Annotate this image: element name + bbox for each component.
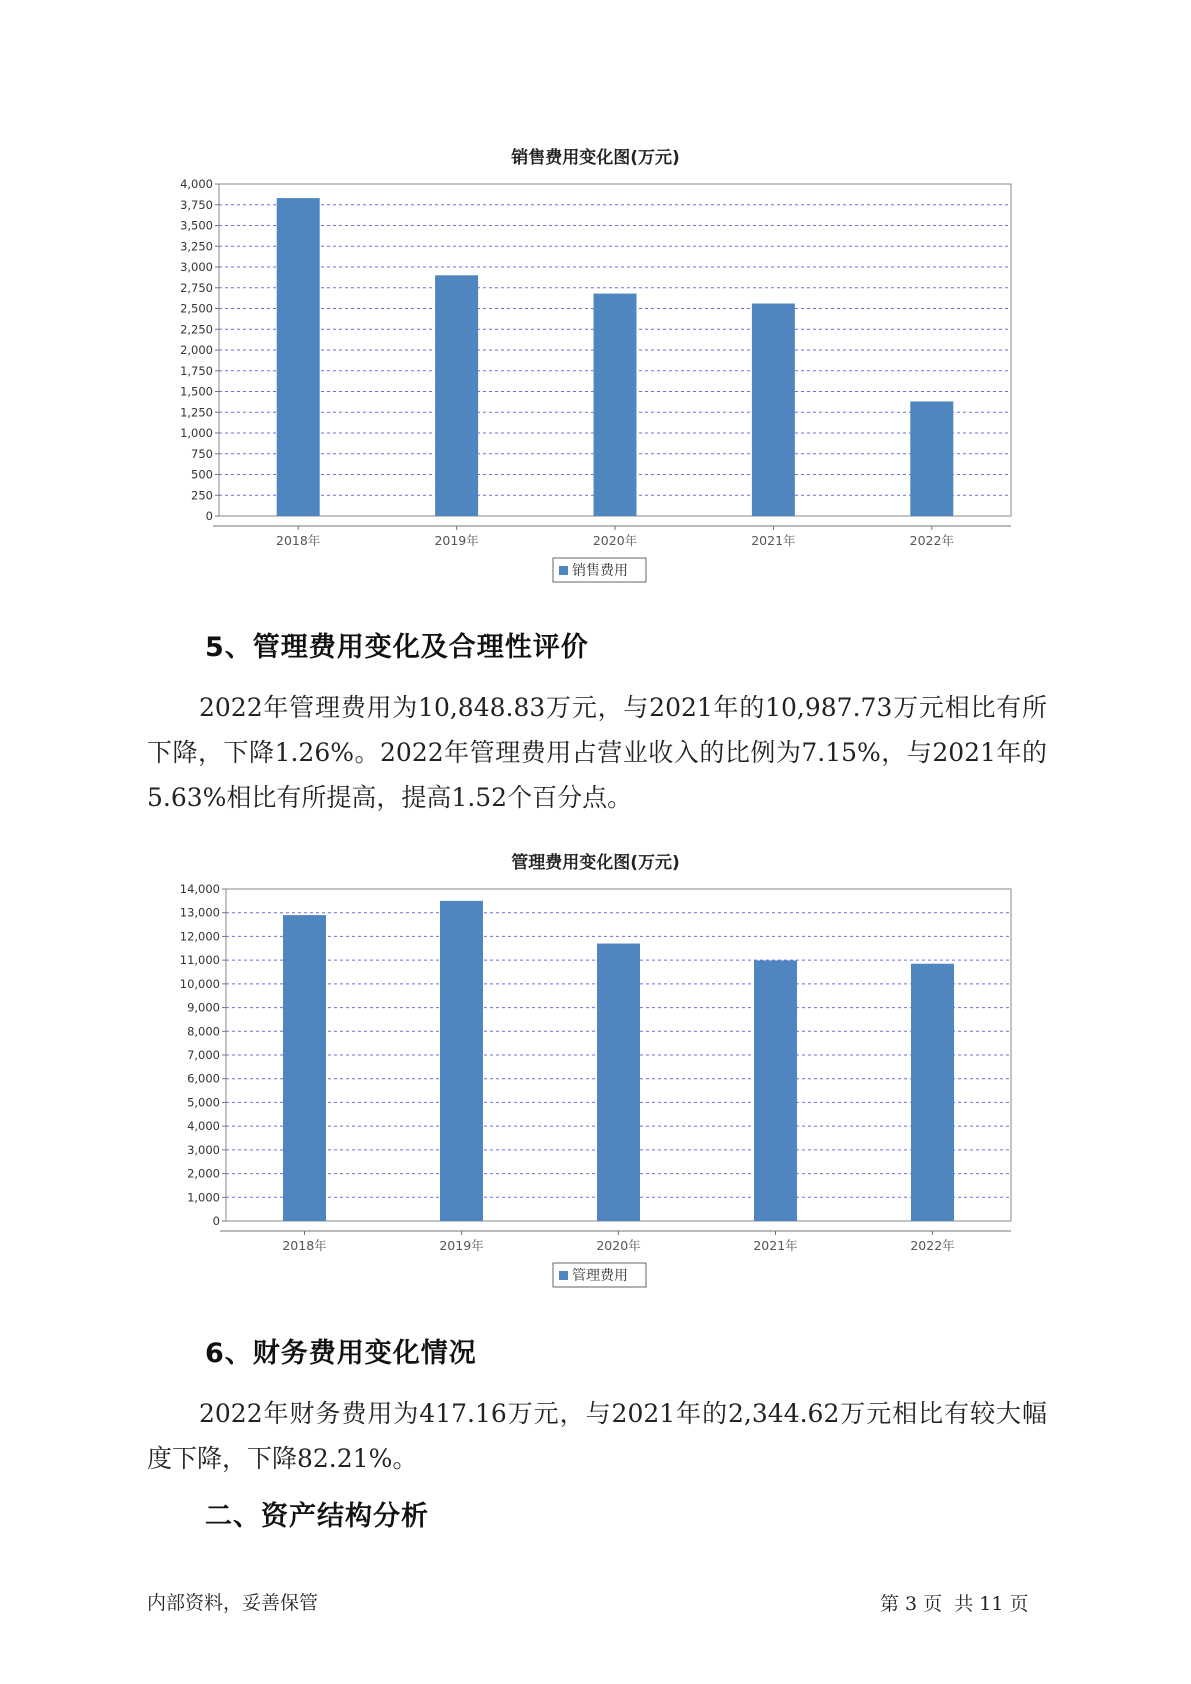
y-tick-label: 3,250 bbox=[180, 239, 213, 254]
x-tick-label: 2021年 bbox=[753, 1238, 798, 1253]
sales-chart-title: 销售费用变化图(万元) bbox=[511, 148, 680, 168]
bar-2018年 bbox=[277, 198, 320, 516]
x-tick-label: 2021年 bbox=[751, 533, 796, 548]
y-tick-label: 1,250 bbox=[180, 405, 213, 420]
y-tick-label: 10,000 bbox=[179, 976, 220, 991]
y-tick-label: 6,000 bbox=[187, 1071, 220, 1086]
y-tick-label: 8,000 bbox=[187, 1024, 220, 1039]
footer-confidential-note: 内部资料，妥善保管 bbox=[147, 1592, 319, 1614]
y-tick-label: 1,750 bbox=[180, 363, 213, 378]
x-tick-label: 2019年 bbox=[439, 1238, 484, 1253]
bar-2022年 bbox=[911, 964, 954, 1221]
section-6-heading: 6、财务费用变化情况 bbox=[205, 1338, 477, 1369]
y-tick-label: 2,000 bbox=[187, 1166, 220, 1181]
y-tick-label: 1,000 bbox=[180, 426, 213, 440]
sales-expense-chart bbox=[0, 160, 1191, 600]
legend-label: 销售费用 bbox=[572, 563, 628, 579]
y-tick-label: 3,000 bbox=[187, 1142, 220, 1157]
y-tick-label: 500 bbox=[191, 467, 213, 482]
x-tick-label: 2022年 bbox=[909, 533, 954, 548]
x-tick-label: 2020年 bbox=[596, 1238, 641, 1253]
bar-2018年 bbox=[283, 915, 326, 1221]
bar-2021年 bbox=[752, 304, 795, 516]
y-tick-label: 1,500 bbox=[180, 384, 213, 399]
y-tick-label: 250 bbox=[191, 488, 213, 503]
legend-swatch bbox=[559, 566, 568, 575]
y-tick-label: 14,000 bbox=[179, 882, 220, 896]
y-tick-label: 7,000 bbox=[187, 1048, 220, 1062]
y-tick-label: 2,000 bbox=[180, 343, 213, 357]
y-tick-label: 0 bbox=[212, 1214, 220, 1228]
y-tick-label: 5,000 bbox=[187, 1095, 220, 1110]
x-tick-label: 2019年 bbox=[434, 533, 479, 548]
y-tick-label: 4,000 bbox=[187, 1119, 220, 1134]
x-tick-label: 2018年 bbox=[276, 533, 321, 548]
y-tick-label: 12,000 bbox=[179, 929, 220, 944]
legend-label: 管理费用 bbox=[572, 1268, 628, 1284]
y-tick-label: 4,000 bbox=[180, 177, 213, 191]
x-tick-label: 2020年 bbox=[592, 533, 638, 548]
legend-swatch bbox=[559, 1271, 568, 1280]
section-6-paragraph: 2022年财务费用为417.16万元，与2021年的2,344.62万元相比有较大幅度下降，下降82.21%。 bbox=[147, 1399, 1047, 1473]
section-5-paragraph: 2022年管理费用为10,848.83万元，与2021年的10,987.73万元相比有所下降，下降1.26%。2022年管理费用占营业收入的比例为7.15%，与2021年的5.63%相比有所提高，提高1.52个百分点。 bbox=[147, 693, 1047, 812]
bar-2019年 bbox=[435, 275, 478, 516]
bar-2021年 bbox=[754, 960, 797, 1221]
y-tick-label: 0 bbox=[205, 509, 213, 523]
y-tick-label: 3,000 bbox=[180, 260, 213, 274]
y-tick-label: 3,500 bbox=[180, 218, 213, 233]
y-tick-label: 750 bbox=[191, 446, 213, 461]
admin-expense-chart bbox=[0, 865, 1191, 1305]
bar-2020年 bbox=[594, 294, 637, 516]
x-tick-label: 2022年 bbox=[910, 1238, 955, 1253]
y-tick-label: 11,000 bbox=[179, 953, 220, 968]
y-tick-label: 9,000 bbox=[187, 1000, 220, 1015]
part-2-heading: 二、资产结构分析 bbox=[205, 1501, 429, 1532]
footer-page-number: 第 3 页 共 11 页 bbox=[880, 1593, 1029, 1615]
bar-2019年 bbox=[440, 901, 483, 1221]
section-5-heading: 5、管理费用变化及合理性评价 bbox=[205, 632, 589, 663]
bar-2022年 bbox=[910, 401, 953, 516]
bar-2020年 bbox=[597, 944, 640, 1221]
y-tick-label: 2,750 bbox=[180, 280, 213, 295]
y-tick-label: 3,750 bbox=[180, 197, 213, 212]
y-tick-label: 1,000 bbox=[187, 1190, 220, 1205]
y-tick-label: 2,500 bbox=[180, 301, 213, 316]
y-tick-label: 2,250 bbox=[180, 322, 213, 337]
y-tick-label: 13,000 bbox=[179, 905, 220, 920]
x-tick-label: 2018年 bbox=[282, 1238, 327, 1253]
admin-chart-title: 管理费用变化图(万元) bbox=[511, 853, 680, 873]
